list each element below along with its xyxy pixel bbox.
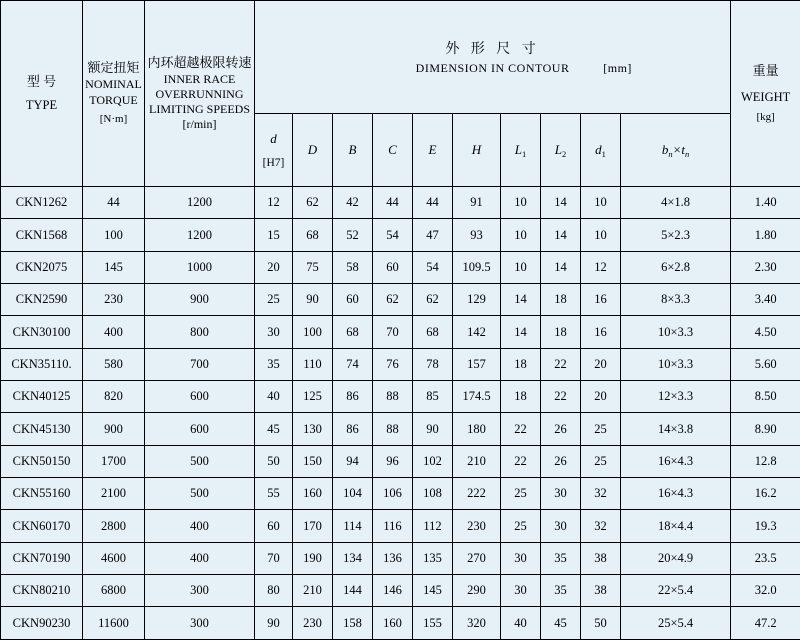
header-weight-en: WEIGHT <box>740 90 791 105</box>
cell-D: 190 <box>293 542 333 574</box>
cell-H: 129 <box>453 284 501 316</box>
cell-L1: 10 <box>501 219 541 251</box>
cell-torque: 6800 <box>83 575 145 607</box>
cell-B: 42 <box>333 187 373 219</box>
cell-E: 54 <box>413 251 453 283</box>
cell-type: CKN80210 <box>1 575 83 607</box>
header-col-bt: $b_n\times t_n$ <box>621 114 731 187</box>
cell-C: 76 <box>373 348 413 380</box>
cell-C: 88 <box>373 413 413 445</box>
cell-D: 62 <box>293 187 333 219</box>
cell-d: 20 <box>255 251 293 283</box>
cell-d: 40 <box>255 381 293 413</box>
cell-L2: 35 <box>541 542 581 574</box>
table-row <box>1 381 800 413</box>
cell-E: 135 <box>413 542 453 574</box>
cell-speed: 800 <box>145 316 255 348</box>
cell-bt: 16×4.3 <box>621 445 731 477</box>
cell-weight: 8.50 <box>731 381 800 413</box>
cell-d1: 12 <box>581 251 621 283</box>
cell-speed: 400 <box>145 510 255 542</box>
cell-E: 85 <box>413 381 453 413</box>
cell-H: 320 <box>453 607 501 640</box>
cell-L2: 26 <box>541 413 581 445</box>
cell-L2: 22 <box>541 348 581 380</box>
header-col-L2-sub: 2 <box>561 149 567 159</box>
cell-type: CKN45130 <box>1 413 83 445</box>
header-inner-race-en1: INNER RACE <box>163 71 236 86</box>
header-col-d-label: d <box>270 131 277 146</box>
cell-H: 180 <box>453 413 501 445</box>
cell-weight: 23.5 <box>731 542 800 574</box>
header-col-d-note: [H7] <box>262 157 285 169</box>
cell-weight: 16.2 <box>731 478 800 510</box>
cell-D: 100 <box>293 316 333 348</box>
cell-d: 45 <box>255 413 293 445</box>
table-row <box>1 348 800 380</box>
cell-torque: 820 <box>83 381 145 413</box>
cell-d: 90 <box>255 607 293 640</box>
cell-d1: 16 <box>581 316 621 348</box>
cell-B: 158 <box>333 607 373 640</box>
cell-speed: 900 <box>145 284 255 316</box>
cell-D: 170 <box>293 510 333 542</box>
header-col-C: C <box>373 114 413 187</box>
cell-C: 44 <box>373 187 413 219</box>
cell-bt: 5×2.3 <box>621 219 731 251</box>
header-type-cn: 型 号 <box>26 73 57 89</box>
cell-bt: 4×1.8 <box>621 187 731 219</box>
cell-C: 116 <box>373 510 413 542</box>
cell-weight: 1.40 <box>731 187 800 219</box>
header-col-B: B <box>333 114 373 187</box>
cell-B: 94 <box>333 445 373 477</box>
cell-B: 134 <box>333 542 373 574</box>
cell-L2: 22 <box>541 381 581 413</box>
cell-d1: 38 <box>581 542 621 574</box>
cell-L2: 18 <box>541 316 581 348</box>
cell-L1: 10 <box>501 187 541 219</box>
cell-B: 74 <box>333 348 373 380</box>
cell-D: 75 <box>293 251 333 283</box>
header-inner-race-unit: [r/min] <box>182 116 217 131</box>
cell-H: 290 <box>453 575 501 607</box>
cell-torque: 100 <box>83 219 145 251</box>
cell-L1: 25 <box>501 510 541 542</box>
cell-torque: 11600 <box>83 607 145 640</box>
cell-type: CKN70190 <box>1 542 83 574</box>
cell-speed: 300 <box>145 575 255 607</box>
cell-B: 58 <box>333 251 373 283</box>
cell-torque: 145 <box>83 251 145 283</box>
cell-weight: 5.60 <box>731 348 800 380</box>
header-inner-race-en3: LIMITING SPEEDS <box>149 101 250 116</box>
cell-L2: 18 <box>541 284 581 316</box>
header-col-L2: $L_2$ <box>541 114 581 187</box>
cell-E: 62 <box>413 284 453 316</box>
header-col-D: D <box>293 114 333 187</box>
header-col-d1: $d_1$ <box>581 114 621 187</box>
table-row <box>1 607 800 640</box>
cell-type: CKN60170 <box>1 510 83 542</box>
cell-L2: 14 <box>541 187 581 219</box>
cell-bt: 8×3.3 <box>621 284 731 316</box>
cell-torque: 900 <box>83 413 145 445</box>
cell-d1: 32 <box>581 510 621 542</box>
cell-torque: 1700 <box>83 445 145 477</box>
cell-torque: 2100 <box>83 478 145 510</box>
cell-bt: 12×3.3 <box>621 381 731 413</box>
cell-d1: 10 <box>581 219 621 251</box>
header-dimension-en: DIMENSION IN CONTOUR <box>415 61 570 75</box>
cell-bt: 6×2.8 <box>621 251 731 283</box>
cell-D: 150 <box>293 445 333 477</box>
cell-L1: 14 <box>501 316 541 348</box>
cell-torque: 2800 <box>83 510 145 542</box>
cell-d1: 20 <box>581 381 621 413</box>
cell-speed: 600 <box>145 381 255 413</box>
cell-E: 44 <box>413 187 453 219</box>
table-row <box>1 478 800 510</box>
cell-type: CKN35110. <box>1 348 83 380</box>
cell-d: 55 <box>255 478 293 510</box>
cell-weight: 47.2 <box>731 607 800 640</box>
cell-D: 210 <box>293 575 333 607</box>
cell-E: 90 <box>413 413 453 445</box>
cell-d: 35 <box>255 348 293 380</box>
cell-E: 102 <box>413 445 453 477</box>
cell-type: CKN1262 <box>1 187 83 219</box>
cell-E: 78 <box>413 348 453 380</box>
cell-d: 12 <box>255 187 293 219</box>
cell-speed: 600 <box>145 413 255 445</box>
header-torque-cn: 额定扭矩 <box>87 60 140 76</box>
cell-L1: 40 <box>501 607 541 640</box>
header-torque-en1: NOMINAL <box>85 77 142 92</box>
cell-weight: 1.80 <box>731 219 800 251</box>
cell-C: 60 <box>373 251 413 283</box>
cell-torque: 44 <box>83 187 145 219</box>
cell-B: 104 <box>333 478 373 510</box>
cell-D: 125 <box>293 381 333 413</box>
cell-weight: 2.30 <box>731 251 800 283</box>
header-type-en: TYPE <box>25 97 58 112</box>
header-weight <box>731 1 800 187</box>
cell-bt: 22×5.4 <box>621 575 731 607</box>
cell-B: 68 <box>333 316 373 348</box>
cell-D: 90 <box>293 284 333 316</box>
cell-L2: 45 <box>541 607 581 640</box>
cell-L1: 10 <box>501 251 541 283</box>
cell-H: 230 <box>453 510 501 542</box>
cell-C: 62 <box>373 284 413 316</box>
table-row <box>1 187 800 219</box>
cell-D: 160 <box>293 478 333 510</box>
cell-type: CKN2590 <box>1 284 83 316</box>
cell-type: CKN50150 <box>1 445 83 477</box>
cell-H: 157 <box>453 348 501 380</box>
cell-type: CKN30100 <box>1 316 83 348</box>
cell-d: 30 <box>255 316 293 348</box>
cell-L2: 35 <box>541 575 581 607</box>
cell-torque: 230 <box>83 284 145 316</box>
cell-type: CKN2075 <box>1 251 83 283</box>
header-col-d1-sub: 1 <box>601 149 606 159</box>
header-torque-unit: [N·m] <box>99 113 128 126</box>
cell-H: 93 <box>453 219 501 251</box>
cell-B: 52 <box>333 219 373 251</box>
cell-H: 142 <box>453 316 501 348</box>
cell-speed: 500 <box>145 445 255 477</box>
cell-d1: 10 <box>581 187 621 219</box>
cell-L1: 25 <box>501 478 541 510</box>
cell-bt: 10×3.3 <box>621 316 731 348</box>
cell-L1: 30 <box>501 542 541 574</box>
cell-B: 144 <box>333 575 373 607</box>
cell-weight: 3.40 <box>731 284 800 316</box>
cell-L1: 30 <box>501 575 541 607</box>
header-row-1 <box>1 1 800 114</box>
cell-H: 210 <box>453 445 501 477</box>
cell-bt: 18×4.4 <box>621 510 731 542</box>
cell-d1: 20 <box>581 348 621 380</box>
cell-E: 145 <box>413 575 453 607</box>
header-col-d <box>255 114 293 187</box>
cell-torque: 580 <box>83 348 145 380</box>
cell-speed: 300 <box>145 607 255 640</box>
cell-C: 54 <box>373 219 413 251</box>
cell-L2: 14 <box>541 251 581 283</box>
cell-d1: 38 <box>581 575 621 607</box>
table-row <box>1 575 800 607</box>
cell-speed: 500 <box>145 478 255 510</box>
cell-weight: 4.50 <box>731 316 800 348</box>
header-inner-race-en2: OVERRUNNING <box>155 86 244 101</box>
cell-E: 47 <box>413 219 453 251</box>
cell-L2: 14 <box>541 219 581 251</box>
cell-L2: 30 <box>541 510 581 542</box>
header-dimension-cn: 外 形 尺 寸 <box>445 42 540 57</box>
cell-speed: 400 <box>145 542 255 574</box>
table-row <box>1 445 800 477</box>
cell-speed: 1000 <box>145 251 255 283</box>
cell-H: 270 <box>453 542 501 574</box>
cell-d: 60 <box>255 510 293 542</box>
cell-weight: 19.3 <box>731 510 800 542</box>
cell-d1: 25 <box>581 413 621 445</box>
cell-B: 60 <box>333 284 373 316</box>
table-row <box>1 510 800 542</box>
cell-d1: 25 <box>581 445 621 477</box>
table-row <box>1 284 800 316</box>
cell-d: 50 <box>255 445 293 477</box>
header-dimension <box>255 1 731 114</box>
cell-L1: 18 <box>501 348 541 380</box>
cell-E: 112 <box>413 510 453 542</box>
cell-d1: 32 <box>581 478 621 510</box>
cell-d: 15 <box>255 219 293 251</box>
cell-speed: 1200 <box>145 219 255 251</box>
header-nominal-torque <box>83 1 145 187</box>
cell-speed: 1200 <box>145 187 255 219</box>
cell-weight: 32.0 <box>731 575 800 607</box>
cell-L2: 30 <box>541 478 581 510</box>
cell-type: CKN90230 <box>1 607 83 640</box>
cell-L2: 26 <box>541 445 581 477</box>
cell-D: 68 <box>293 219 333 251</box>
cell-B: 86 <box>333 413 373 445</box>
table-row <box>1 219 800 251</box>
cell-L1: 22 <box>501 445 541 477</box>
table-row <box>1 251 800 283</box>
cell-bt: 25×5.4 <box>621 607 731 640</box>
cell-B: 114 <box>333 510 373 542</box>
cell-type: CKN40125 <box>1 381 83 413</box>
cell-type: CKN1568 <box>1 219 83 251</box>
cell-L1: 14 <box>501 284 541 316</box>
cell-H: 91 <box>453 187 501 219</box>
cell-bt: 20×4.9 <box>621 542 731 574</box>
cell-L1: 18 <box>501 381 541 413</box>
cell-C: 160 <box>373 607 413 640</box>
header-weight-unit: [kg] <box>756 111 775 124</box>
cell-d1: 16 <box>581 284 621 316</box>
cell-D: 230 <box>293 607 333 640</box>
cell-bt: 16×4.3 <box>621 478 731 510</box>
cell-weight: 12.8 <box>731 445 800 477</box>
table-row <box>1 316 800 348</box>
header-dimension-unit: [mm] <box>603 61 632 75</box>
cell-C: 136 <box>373 542 413 574</box>
cell-L1: 22 <box>501 413 541 445</box>
cell-d: 25 <box>255 284 293 316</box>
cell-H: 222 <box>453 478 501 510</box>
cell-E: 68 <box>413 316 453 348</box>
cell-torque: 4600 <box>83 542 145 574</box>
cell-bt: 10×3.3 <box>621 348 731 380</box>
cell-C: 88 <box>373 381 413 413</box>
header-inner-race-speed <box>145 1 255 187</box>
cell-H: 174.5 <box>453 381 501 413</box>
cell-H: 109.5 <box>453 251 501 283</box>
cell-bt: 14×3.8 <box>621 413 731 445</box>
cell-C: 146 <box>373 575 413 607</box>
cell-C: 70 <box>373 316 413 348</box>
header-inner-race-cn: 内环超越极限转速 <box>147 55 252 71</box>
cell-C: 106 <box>373 478 413 510</box>
header-type <box>1 1 83 187</box>
header-col-E: E <box>413 114 453 187</box>
table-row <box>1 542 800 574</box>
table-row <box>1 413 800 445</box>
cell-B: 86 <box>333 381 373 413</box>
cell-C: 96 <box>373 445 413 477</box>
cell-D: 130 <box>293 413 333 445</box>
cell-E: 108 <box>413 478 453 510</box>
header-col-H: H <box>453 114 501 187</box>
cell-type: CKN55160 <box>1 478 83 510</box>
header-weight-cn: 重量 <box>752 62 779 78</box>
cell-torque: 400 <box>83 316 145 348</box>
cell-D: 110 <box>293 348 333 380</box>
cell-weight: 8.90 <box>731 413 800 445</box>
header-col-L1-sub: 1 <box>521 149 527 159</box>
cell-d1: 50 <box>581 607 621 640</box>
cell-d: 80 <box>255 575 293 607</box>
table-body <box>1 187 800 640</box>
header-col-L1: $L_1$ <box>501 114 541 187</box>
cell-speed: 700 <box>145 348 255 380</box>
header-torque-en2: TORQUE <box>89 92 138 107</box>
cell-E: 155 <box>413 607 453 640</box>
cell-d: 70 <box>255 542 293 574</box>
